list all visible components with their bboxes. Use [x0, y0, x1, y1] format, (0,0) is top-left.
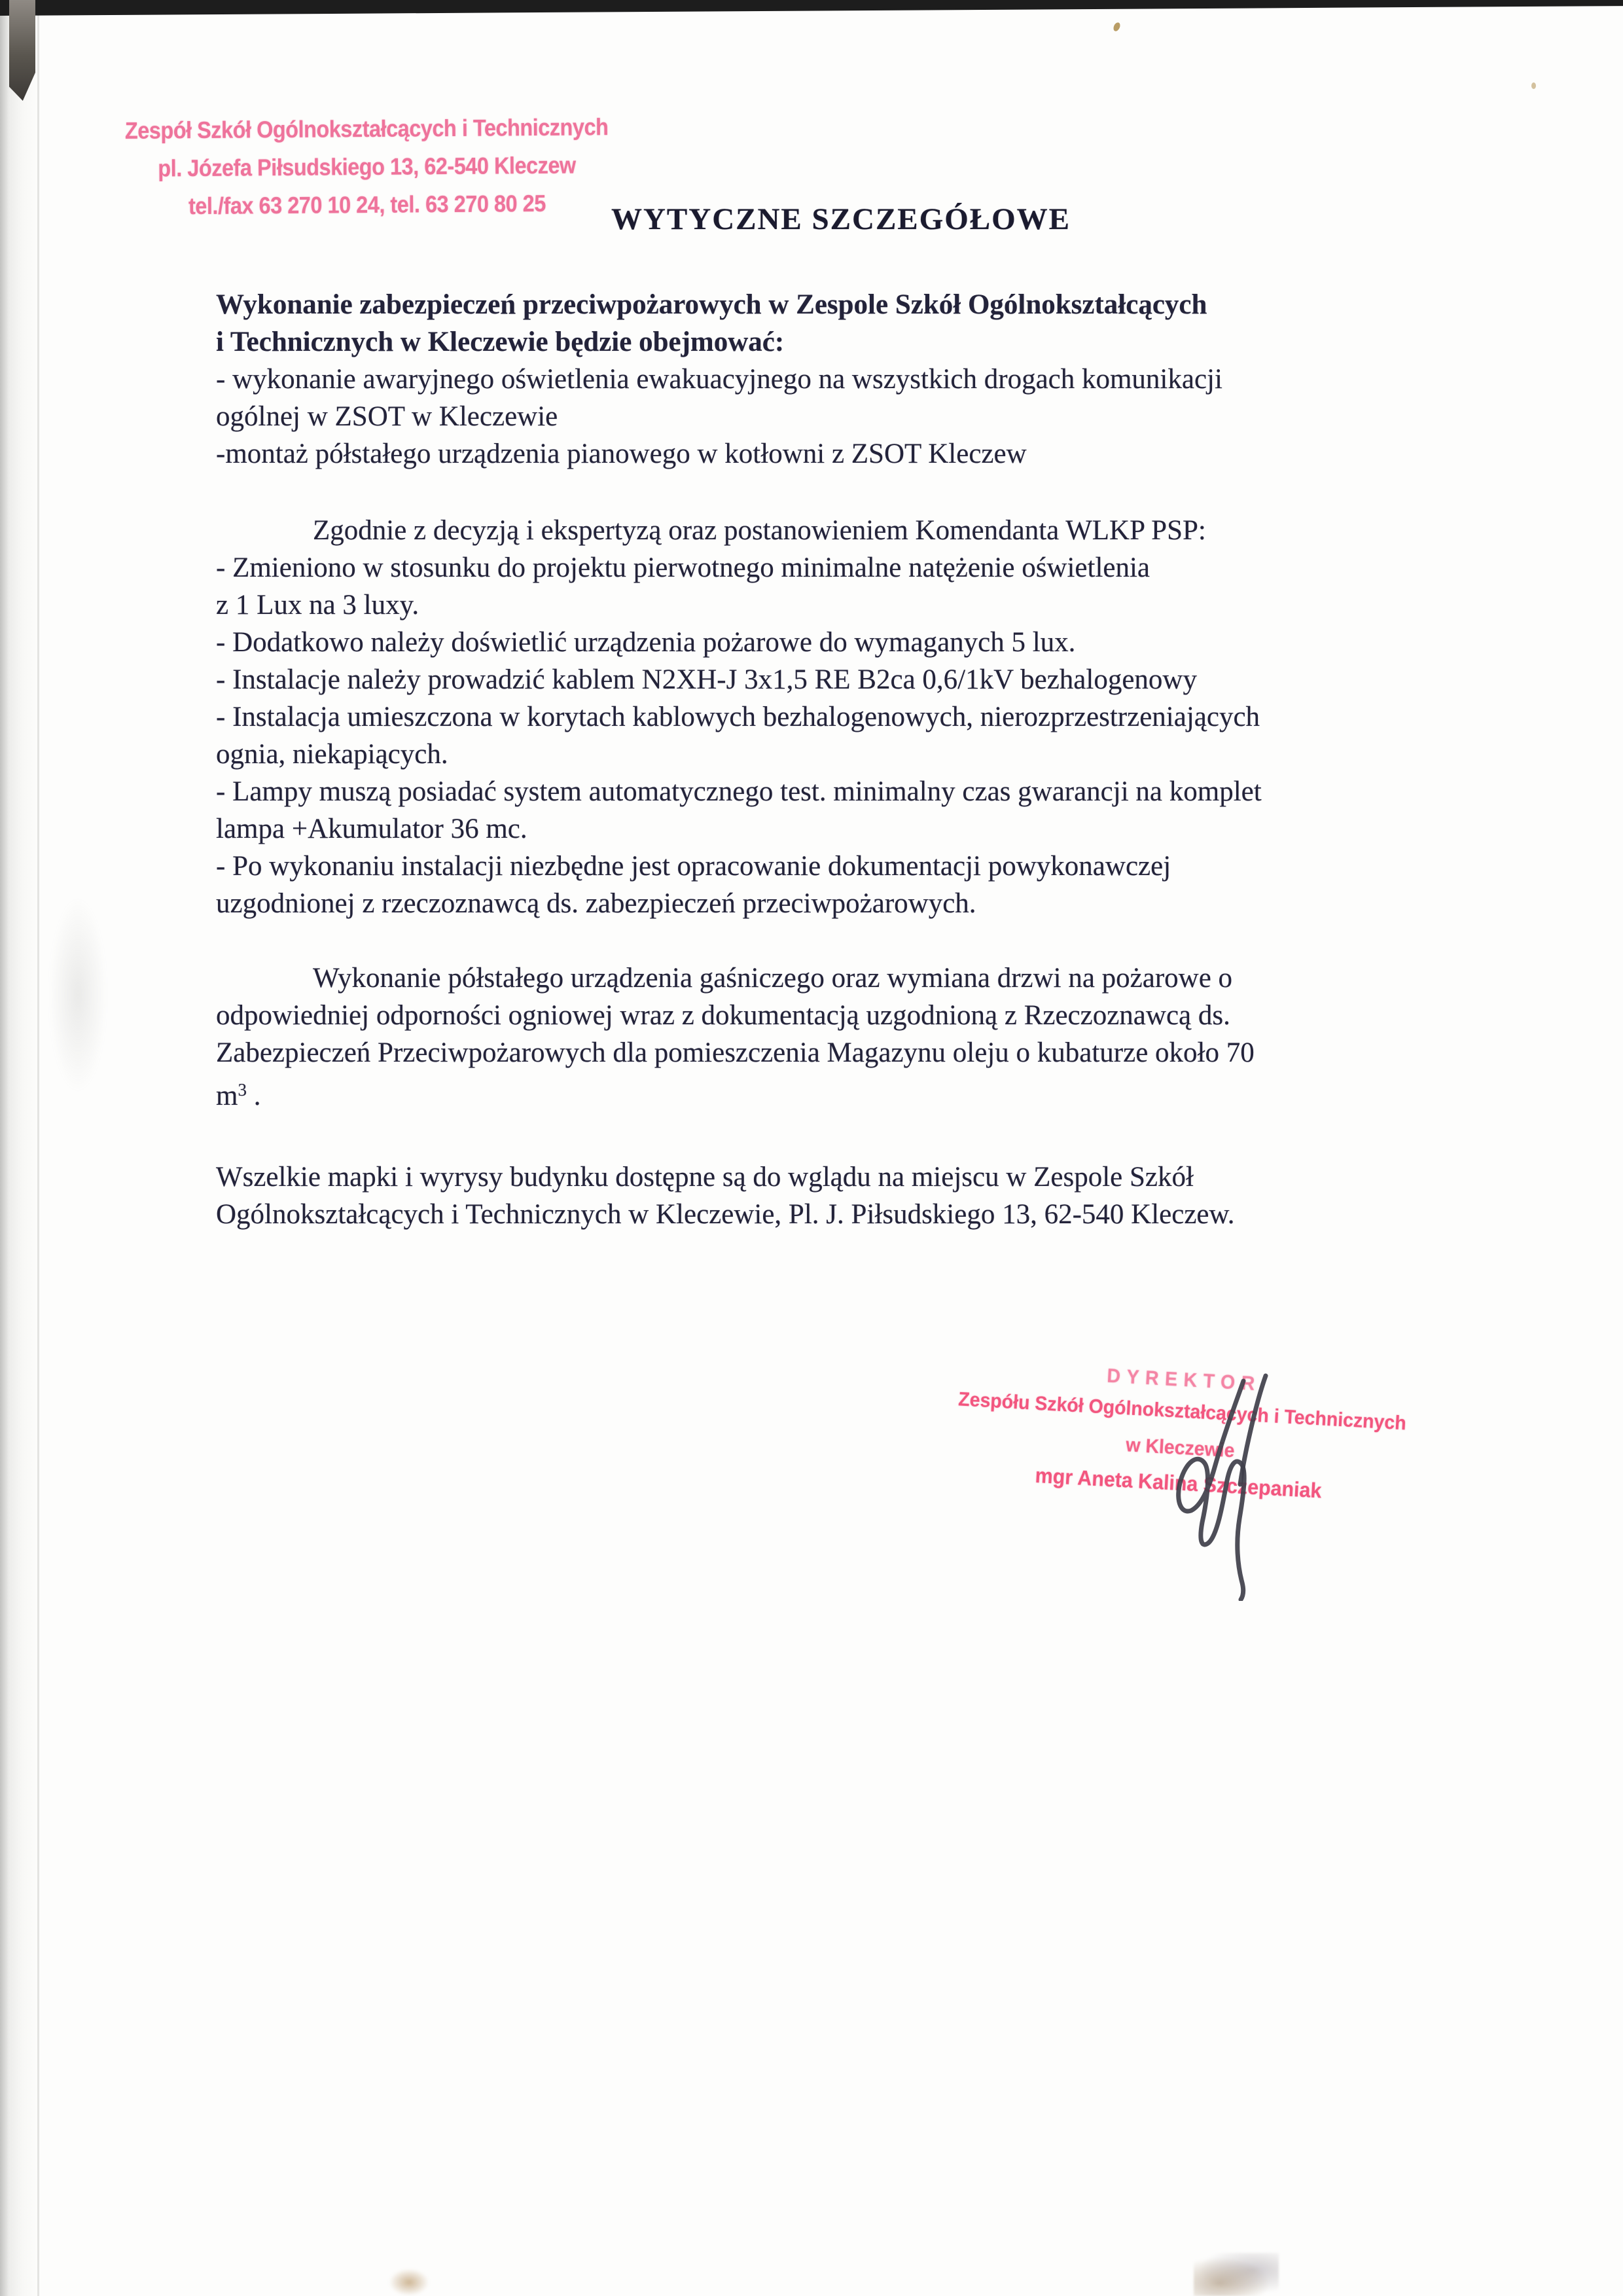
text-line: z 1 Lux na 3 luxy.: [216, 590, 419, 620]
text-line: Zabezpieczeń Przeciwpożarowych dla pomieszczenia Magazynu oleju o kubaturze około 70: [216, 1037, 1255, 1068]
stamp-school-name: Zespół Szkół Ogólnokształcących i Technicznych: [124, 113, 609, 144]
text-line: - Instalacja umieszczona w korytach kablowych bezhalogenowych, nierozprzestrzeniających: [216, 702, 1260, 732]
text-line: i Technicznych w Kleczewie będzie obejmować:: [216, 327, 785, 357]
text-line: -montaż półstałego urządzenia pianowego w kotłowni z ZSOT Kleczew: [216, 439, 1027, 469]
unit-tail: .: [246, 1081, 261, 1111]
paragraph-extinguishing: [216, 960, 1446, 1115]
text-line: uzgodnionej z rzeczoznawcą ds. zabezpieczeń przeciwpożarowych.: [216, 888, 976, 919]
text-line: - Po wykonaniu instalacji niezbędne jest opracowanie dokumentacji powykonawczej: [216, 851, 1171, 882]
unit-superscript: 3: [238, 1080, 247, 1100]
stamp-role-line: DYREKTOR: [1106, 1365, 1262, 1395]
unit-base: m: [216, 1081, 238, 1111]
stamp-address: pl. Józefa Piłsudskiego 13, 62-540 Kleczew: [158, 151, 576, 182]
text-line-unit: [216, 1071, 1446, 1115]
stamp-phone: tel./fax 63 270 10 24, tel. 63 270 80 25: [188, 189, 546, 220]
stamp-name-line: mgr Aneta Kalina Szczepaniak: [1034, 1463, 1323, 1503]
stamp-org-line: Zespółu Szkół Ogólnokształcących i Technicznych: [957, 1388, 1407, 1435]
text-line: Wykonanie zabezpieczeń przeciwpożarowych w Zespole Szkół Ogólnokształcących: [216, 289, 1207, 320]
paper-speck: [1531, 82, 1536, 89]
paragraph-intro: [216, 286, 1446, 473]
text-line: Ogólnokształcących i Technicznych w Kleczewie, Pl. J. Piłsudskiego 13, 62-540 Kleczew.: [216, 1199, 1235, 1230]
paragraph-closing: [216, 1158, 1446, 1233]
text-line: ogólnej w ZSOT w Kleczewie: [216, 401, 558, 432]
paper-smudge: [389, 2269, 429, 2296]
text-line: lampa +Akumulator 36 mc.: [216, 814, 527, 844]
text-line: Wykonanie półstałego urządzenia gaśniczego oraz wymiana drzwi na pożarowe o: [313, 963, 1233, 994]
handwritten-signature: [1144, 1372, 1281, 1601]
paragraph-requirements: [216, 512, 1446, 922]
text-line: - Dodatkowo należy doświetlić urządzenia pożarowe do wymaganych 5 lux.: [216, 627, 1076, 658]
scan-artifact-top-bar: [0, 0, 1623, 16]
document-title: WYTYCZNE SZCZEGÓŁOWE: [611, 202, 1071, 236]
text-line: - Instalacje należy prowadzić kablem N2XH-J 3x1,5 RE B2ca 0,6/1kV bezhalogenowy: [216, 664, 1197, 695]
text-line: Wszelkie mapki i wyrysy budynku dostępne są do wglądu na miejscu w Zespole Szkół: [216, 1162, 1194, 1193]
paper-smudge: [48, 897, 107, 1093]
text-line: odpowiedniej odporności ogniowej wraz z dokumentacją uzgodnioną z Rzeczoznawcą ds.: [216, 1000, 1230, 1031]
stamp-place-line: w Kleczewie: [1125, 1434, 1236, 1462]
scan-artifact-left-band: [0, 0, 41, 2296]
text-line: ognia, niekapiących.: [216, 739, 448, 770]
paper-speck: [1112, 22, 1121, 32]
scan-artifact-page-edge-line: [37, 0, 39, 2296]
text-line: - Lampy muszą posiadać system automatycznego test. minimalny czas gwarancji na komplet: [216, 776, 1262, 807]
text-line: - Zmieniono w stosunku do projektu pierwotnego minimalne natężenie oświetlenia: [216, 552, 1150, 583]
text-line: - wykonanie awaryjnego oświetlenia ewakuacyjnego na wszystkich drogach komunikacji: [216, 364, 1222, 395]
paper-smudge: [1194, 2253, 1279, 2296]
text-line: Zgodnie z decyzją i ekspertyzą oraz postanowieniem Komendanta WLKP PSP:: [313, 515, 1206, 546]
